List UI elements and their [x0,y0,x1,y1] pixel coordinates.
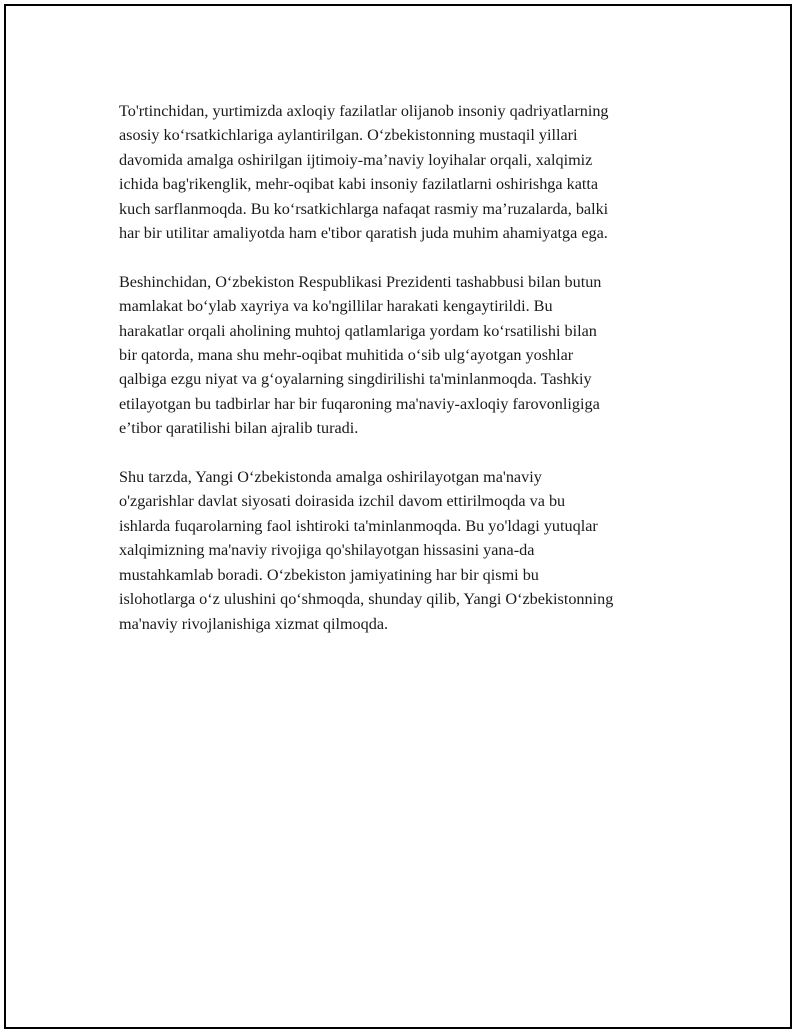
text-line: e’tibor qaratilishi bilan ajralib turadi. [119,419,359,438]
text-line: To'rtinchidan, yurtimizda axloqiy fazilatlar olijanob insoniy qadriyatlarning [119,102,609,120]
paragraph-2 [119,270,699,441]
text-line: ishlarda fuqarolarning faol ishtiroki ta'minlanmoqda. Bu yo'ldagi yutuqlar [119,516,598,535]
text-line: harakatlar orqali aholining muhtoj qatlamlariga yordam ko‘rsatilishi bilan [119,321,597,340]
text-line: har bir utilitar amaliyotda ham e'tibor qaratish juda muhim ahamiyatga ega. [119,224,608,243]
text-line: ichida bag'rikenglik, mehr-oqibat kabi insoniy fazilatlarni oshirishga katta [119,175,599,194]
text-line: davomida amalga oshirilgan ijtimoiy-ma’naviy loyihalar orqali, xalqimiz [119,150,593,169]
text-line: kuch sarflanmoqda. Bu ko‘rsatkichlarga nafaqat rasmiy ma’ruzalarda, balki [119,199,609,218]
paragraph-3 [119,465,699,636]
text-line: bir qatorda, mana shu mehr-oqibat muhitida o‘sib ulg‘ayotgan yoshlar [119,346,574,365]
text-line: etilayotgan bu tadbirlar har bir fuqaroning ma'naviy-axloqiy farovonligiga [119,394,600,413]
text-line: Shu tarzda, Yangi O‘zbekistonda amalga oshirilayotgan ma'naviy [119,468,542,487]
document-body [119,99,699,660]
text-line: asosiy ko‘rsatkichlariga aylantirilgan. O‘zbekistonning mustaqil yillari [119,126,578,145]
text-line: o'zgarishlar davlat siyosati doirasida izchil davom ettirilmoqda va bu [119,492,566,511]
text-line: Beshinchidan, O‘zbekiston Respublikasi Prezidenti tashabbusi bilan butun [119,272,602,291]
paragraph-1 [119,99,699,245]
text-line: mamlakat bo‘ylab xayriya va ko'ngillilar harakati kengaytirildi. Bu [119,297,553,316]
text-line: ma'naviy rivojlanishiga xizmat qilmoqda. [119,614,389,633]
text-line: xalqimizning ma'naviy rivojiga qo'shilayotgan hissasini yana-da [119,541,535,560]
text-line: qalbiga ezgu niyat va g‘oyalarning singdirilishi ta'minlanmoqda. Tashkiy [119,370,592,389]
text-line: mustahkamlab boradi. O‘zbekiston jamiyatining har bir qismi bu [119,565,539,584]
document-page [4,4,792,1029]
text-line: islohotlarga o‘z ulushini qo‘shmoqda, shunday qilib, Yangi O‘zbekistonning [119,590,614,609]
